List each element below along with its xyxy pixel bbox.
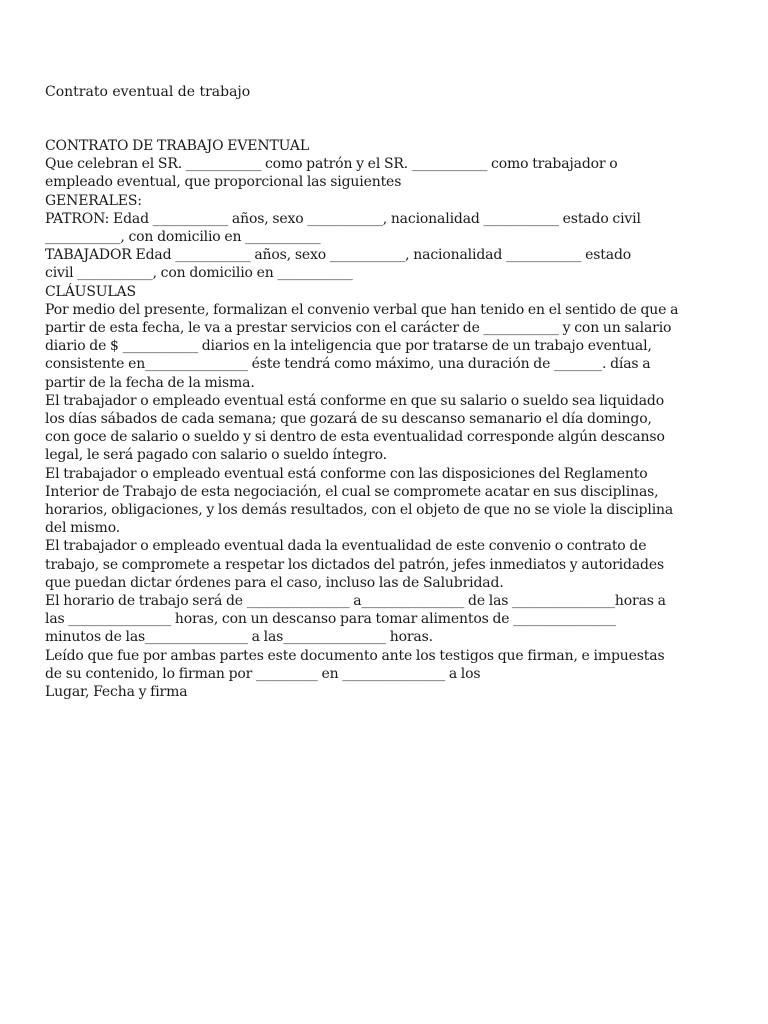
text-line: ___________, con domicilio en ___________ [45,229,321,246]
text-line: Leído que fue por ambas partes este documento ante los testigos que firman, e impuestas [45,647,665,664]
text-line: las _______________ horas, con un descanso para tomar alimentos de _______________ [45,611,616,628]
text-line: El trabajador o empleado eventual está conforme en que su salario o sueldo sea liquidado [45,392,664,409]
text-line: El trabajador o empleado eventual está conforme con las disposiciones del Reglamento [45,465,648,482]
text-line: consistente en_______________ éste tendrá como máximo, una duración de _______. días a [45,356,651,373]
text-line: Interior de Trabajo de esta negociación, el cual se compromete acatar en sus disciplinas, [45,483,659,500]
text-line: minutos de las_______________ a las_______________ horas. [45,629,433,646]
text-line: trabajo, se compromete a respetar los dictados del patrón, jefes inmediatos y autoridades [45,556,664,573]
text-line: partir de la fecha de la misma. [45,374,255,391]
text-line: PATRON: Edad ___________ años, sexo ___________, nacionalidad ___________ estado civil [45,210,641,227]
contract-body [45,137,735,701]
text-line: empleado eventual, que proporcional las siguientes [45,174,402,191]
text-line: TABAJADOR Edad ___________ años, sexo ___________, nacionalidad ___________ estado [45,247,632,264]
text-line: partir de esta fecha, le va a prestar servicios con el carácter de ___________ y con un salario [45,320,672,337]
text-line: que puedan dictar órdenes para el caso, incluso las de Salubridad. [45,574,504,591]
text-line: civil ___________, con domicilio en ___________ [45,265,353,282]
section-heading-clausulas: CLÁUSULAS [45,283,136,300]
text-line: El horario de trabajo será de _______________ a_______________ de las _______________horas a [45,593,666,610]
section-heading-generales: GENERALES: [45,192,142,209]
contract-heading: CONTRATO DE TRABAJO EVENTUAL [45,138,309,154]
text-line: del mismo. [45,520,121,537]
text-line: legal, le será pagado con salario o sueldo íntegro. [45,447,387,464]
text-line: con goce de salario o sueldo y si dentro de esta eventualidad corresponde algún descanso [45,429,665,446]
document-title: Contrato eventual de trabajo [45,84,251,100]
text-line: diario de $ ___________ diarios en la inteligencia que por tratarse de un trabajo eventual, [45,338,652,355]
text-line: de su contenido, lo firman por _________ en _______________ a los [45,665,481,682]
text-line: Que celebran el SR. ___________ como patrón y el SR. ___________ como trabajador o [45,156,618,173]
document-page [45,83,735,701]
signature-line: Lugar, Fecha y firma [45,684,188,701]
text-line: El trabajador o empleado eventual dada la eventualidad de este convenio o contrato de [45,538,647,555]
text-line: Por medio del presente, formalizan el convenio verbal que han tenido en el sentido de que a [45,301,679,318]
text-line: horarios, obligaciones, y los demás resultados, con el objeto de que no se viole la disciplina [45,502,674,519]
text-line: los días sábados de cada semana; que gozará de su descanso semanario el día domingo, [45,411,652,428]
